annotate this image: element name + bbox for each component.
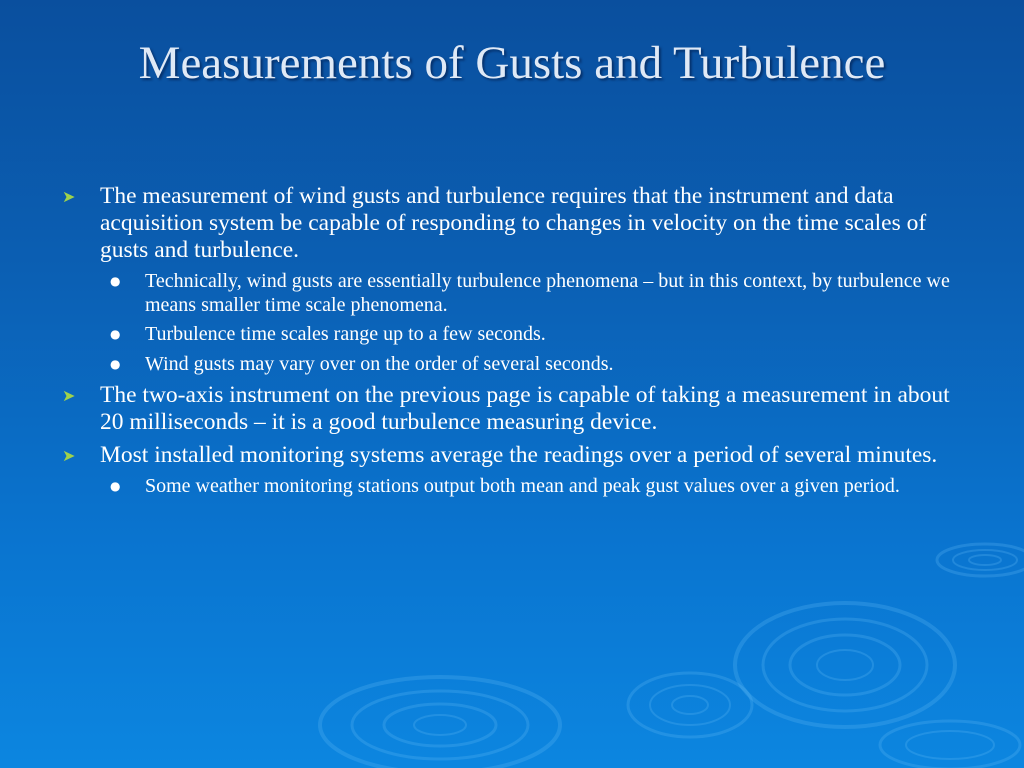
sub-bullet-item <box>100 475 970 499</box>
arrowhead-bullet-icon: ➤ <box>62 446 76 465</box>
bullet-item <box>60 442 970 499</box>
bullet-text: The measurement of wind gusts and turbulence requires that the instrument and data acquisition system be capable of responding to changes in velocity on the time scales of gusts and turbulence. <box>100 183 927 263</box>
round-dot-bullet-icon: ● <box>110 327 121 341</box>
round-dot-bullet-icon: ● <box>110 356 121 371</box>
sub-bullet-item <box>100 270 970 317</box>
sub-bullet-list <box>100 475 970 499</box>
sub-bullet-text: Wind gusts may vary over on the order of several seconds. <box>145 352 614 375</box>
bullet-text: Most installed monitoring systems average the readings over a period of several minutes. <box>100 442 938 468</box>
round-dot-bullet-icon: ● <box>110 479 121 493</box>
slide-title: Measurements of Gusts and Turbulence <box>138 37 886 89</box>
sub-bullet-text: Technically, wind gusts are essentially turbulence phenomena – but in this context, by turbulence we means smaller time scale phenomena. <box>145 270 950 316</box>
arrowhead-bullet-icon: ➤ <box>62 187 76 206</box>
bullet-text: The two-axis instrument on the previous page is capable of taking a measurement in about 20 milliseconds – it is a good turbulence measuring device. <box>100 382 950 435</box>
bullet-item <box>60 382 970 436</box>
sub-bullet-list <box>100 270 970 376</box>
sub-bullet-item <box>100 353 970 377</box>
round-dot-bullet-icon: ● <box>110 274 121 288</box>
sub-bullet-text: Some weather monitoring stations output both mean and peak gust values over a given period. <box>145 475 900 497</box>
sub-bullet-text: Turbulence time scales range up to a few seconds. <box>145 323 546 345</box>
arrowhead-bullet-icon: ➤ <box>62 386 76 405</box>
bullet-item <box>60 183 970 376</box>
slide-content <box>60 183 970 505</box>
sub-bullet-item <box>100 323 970 347</box>
